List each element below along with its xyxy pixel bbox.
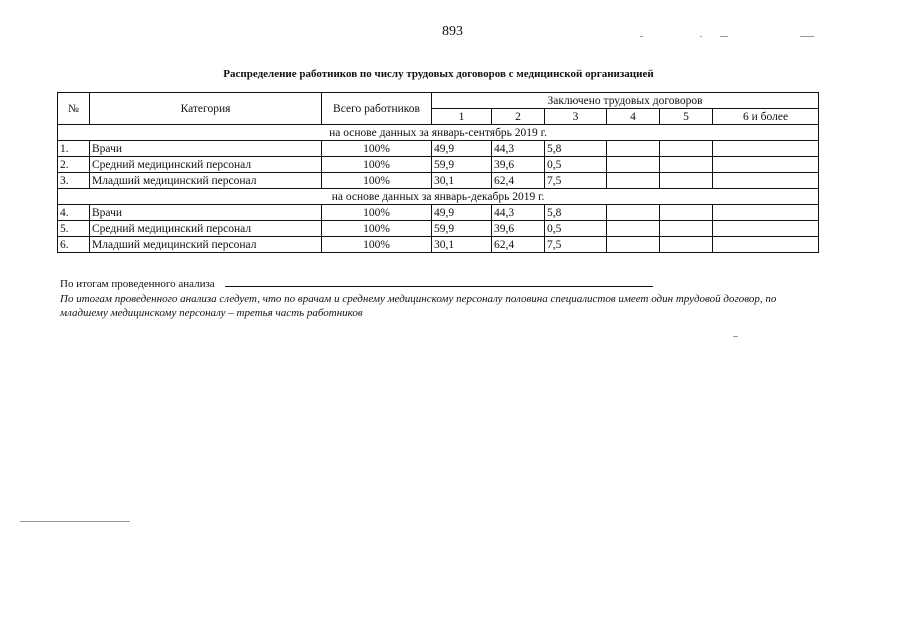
cell-c2: 44,3 <box>492 205 545 221</box>
cell-c3: 7,5 <box>545 237 607 253</box>
cell-c2: 62,4 <box>492 237 545 253</box>
cell-num: 6. <box>58 237 90 253</box>
cell-category: Средний медицинский персонал <box>90 157 322 173</box>
conclusion-text: По итогам проведенного анализа следует, что по врачам и среднему медицинскому персоналу половина специалистов имеет один трудовой договор, по младшему медицинскому персоналу – третья часть работников <box>60 293 777 319</box>
header-col-2: 2 <box>492 109 545 125</box>
cell-c6 <box>713 141 819 157</box>
scan-speck <box>640 36 643 37</box>
cell-c5 <box>660 237 713 253</box>
cell-c1: 49,9 <box>432 205 492 221</box>
cell-c2: 39,6 <box>492 221 545 237</box>
header-col-1: 1 <box>432 109 492 125</box>
cell-c5 <box>660 157 713 173</box>
cell-c4 <box>607 157 660 173</box>
cell-c1: 30,1 <box>432 173 492 189</box>
blank-fill-line <box>225 276 653 287</box>
header-contracts: Заключено трудовых договоров <box>432 93 819 109</box>
header-num: № <box>58 93 90 125</box>
cell-c1: 49,9 <box>432 141 492 157</box>
cell-c6 <box>713 221 819 237</box>
cell-num: 4. <box>58 205 90 221</box>
cell-category: Врачи <box>90 141 322 157</box>
cell-c2: 39,6 <box>492 157 545 173</box>
cell-num: 2. <box>58 157 90 173</box>
scan-speck <box>20 521 130 522</box>
header-col-3: 3 <box>545 109 607 125</box>
cell-total: 100% <box>322 173 432 189</box>
header-col-5: 5 <box>660 109 713 125</box>
page-number: 893 <box>442 24 463 39</box>
section-row <box>58 125 819 141</box>
cell-c1: 59,9 <box>432 221 492 237</box>
cell-c2: 62,4 <box>492 173 545 189</box>
cell-category: Младший медицинский персонал <box>90 237 322 253</box>
conclusion-label: По итогам проведенного анализа <box>60 278 215 290</box>
cell-c1: 59,9 <box>432 157 492 173</box>
cell-num: 3. <box>58 173 90 189</box>
scan-speck <box>700 36 702 37</box>
document-title: Распределение работников по числу трудовых договоров с медицинской организацией <box>223 68 654 80</box>
header-total: Всего работников <box>322 93 432 125</box>
cell-total: 100% <box>322 221 432 237</box>
table-row <box>58 141 819 157</box>
cell-c4 <box>607 141 660 157</box>
section-label: на основе данных за январь-сентябрь 2019 г. <box>58 125 819 141</box>
cell-c5 <box>660 173 713 189</box>
cell-c6 <box>713 157 819 173</box>
cell-total: 100% <box>322 205 432 221</box>
cell-num: 5. <box>58 221 90 237</box>
cell-c6 <box>713 173 819 189</box>
cell-c6 <box>713 237 819 253</box>
section-row <box>58 189 819 205</box>
cell-category: Врачи <box>90 205 322 221</box>
cell-c3: 5,8 <box>545 141 607 157</box>
cell-c4 <box>607 237 660 253</box>
cell-c4 <box>607 173 660 189</box>
table-row <box>58 157 819 173</box>
cell-c2: 44,3 <box>492 141 545 157</box>
table-row <box>58 221 819 237</box>
conclusion-label-line <box>60 276 680 290</box>
cell-total: 100% <box>322 157 432 173</box>
cell-c3: 0,5 <box>545 221 607 237</box>
table-row <box>58 173 819 189</box>
header-category: Категория <box>90 93 322 125</box>
header-col-4: 4 <box>607 109 660 125</box>
cell-total: 100% <box>322 237 432 253</box>
section-label: на основе данных за январь-декабрь 2019 г. <box>58 189 819 205</box>
cell-c1: 30,1 <box>432 237 492 253</box>
cell-num: 1. <box>58 141 90 157</box>
scan-speck <box>720 36 728 37</box>
cell-c3: 7,5 <box>545 173 607 189</box>
cell-c5 <box>660 205 713 221</box>
cell-c3: 5,8 <box>545 205 607 221</box>
cell-c4 <box>607 205 660 221</box>
contracts-table <box>57 92 819 253</box>
cell-category: Младший медицинский персонал <box>90 173 322 189</box>
scan-speck <box>733 336 738 337</box>
table-row <box>58 237 819 253</box>
cell-c6 <box>713 205 819 221</box>
cell-c3: 0,5 <box>545 157 607 173</box>
cell-c5 <box>660 141 713 157</box>
cell-c5 <box>660 221 713 237</box>
cell-total: 100% <box>322 141 432 157</box>
header-row <box>58 93 819 109</box>
header-col-6: 6 и более <box>713 109 819 125</box>
cell-category: Средний медицинский персонал <box>90 221 322 237</box>
cell-c4 <box>607 221 660 237</box>
table-row <box>58 205 819 221</box>
scan-speck <box>800 36 814 37</box>
